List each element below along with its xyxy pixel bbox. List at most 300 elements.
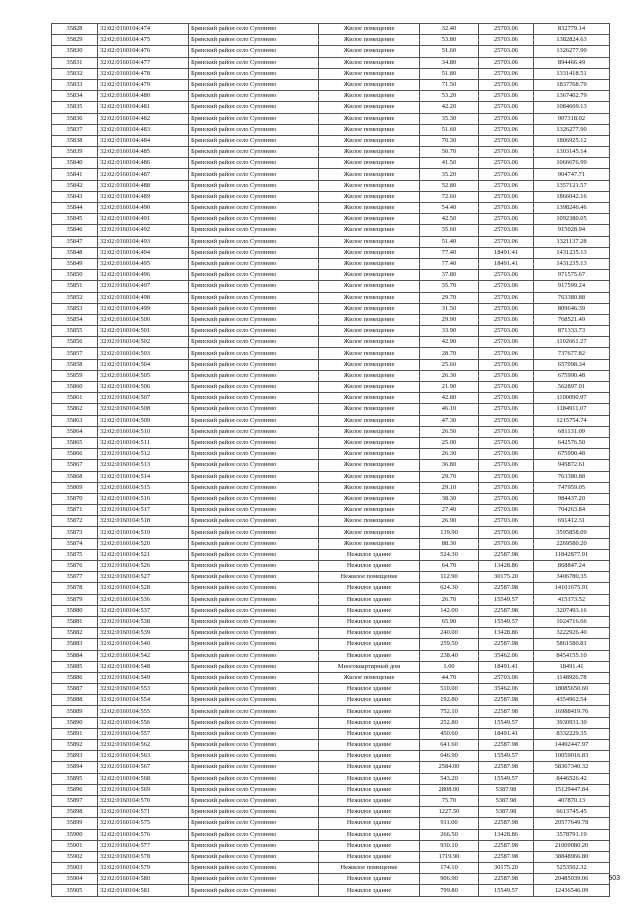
cadastral-number-cell: 32:02:0160104:579 (98, 863, 189, 874)
table-row (52, 549, 610, 560)
row-number-cell: 35857 (52, 348, 98, 359)
object-type-cell: Нежилое здание (319, 616, 420, 627)
cadastral-number-cell: 32:02:0160104:487 (98, 169, 189, 180)
specific-value-cell: 13428.86 (479, 561, 534, 572)
row-number-cell: 35853 (52, 303, 98, 314)
address-cell: Брянский район село Супонево (189, 180, 319, 191)
object-type-cell: Нежилое здание (319, 583, 420, 594)
address-cell: Брянский район село Супонево (189, 482, 319, 493)
table-row (52, 292, 610, 303)
specific-value-cell: 25703.06 (479, 24, 534, 35)
row-number-cell: 35867 (52, 460, 98, 471)
area-cell: 36.80 (420, 460, 479, 471)
table-row (52, 337, 610, 348)
cadastral-number-cell: 32:02:0160104:489 (98, 191, 189, 202)
address-cell: Брянский район село Супонево (189, 695, 319, 706)
specific-value-cell: 25703.06 (479, 158, 534, 169)
table-row (52, 169, 610, 180)
row-number-cell: 35874 (52, 538, 98, 549)
cadastral-value-cell: 1367402.79 (534, 91, 610, 102)
address-cell: Брянский район село Супонево (189, 314, 319, 325)
cadastral-number-cell: 32:02:0160104:519 (98, 527, 189, 538)
row-number-cell: 35898 (52, 807, 98, 818)
specific-value-cell: 18491.41 (479, 247, 534, 258)
address-cell: Брянский район село Супонево (189, 728, 319, 739)
area-cell: 35.30 (420, 113, 479, 124)
table-row (52, 628, 610, 639)
cadastral-number-cell: 32:02:0160104:502 (98, 337, 189, 348)
row-number-cell: 35842 (52, 180, 98, 191)
table-row (52, 728, 610, 739)
object-type-cell: Жилое помещение (319, 236, 420, 247)
cadastral-number-cell: 32:02:0160104:510 (98, 426, 189, 437)
cadastral-value-cell: 871333.73 (534, 326, 610, 337)
cadastral-number-cell: 32:02:0160104:536 (98, 594, 189, 605)
specific-value-cell: 22587.98 (479, 706, 534, 717)
address-cell: Брянский район село Супонево (189, 505, 319, 516)
area-cell: 42.20 (420, 102, 479, 113)
cadastral-number-cell: 32:02:0160104:549 (98, 672, 189, 683)
area-cell: 252.80 (420, 717, 479, 728)
table-row (52, 505, 610, 516)
address-cell: Брянский район село Супонево (189, 493, 319, 504)
address-cell: Брянский район село Супонево (189, 863, 319, 874)
area-cell: 1.00 (420, 661, 479, 672)
table-row (52, 807, 610, 818)
specific-value-cell: 22587.98 (479, 762, 534, 773)
cadastral-value-cell: 14101675.91 (534, 583, 610, 594)
address-cell: Брянский район село Супонево (189, 370, 319, 381)
cadastral-number-cell: 32:02:0160104:476 (98, 46, 189, 57)
row-number-cell: 35834 (52, 91, 98, 102)
cadastral-value-cell: 704263.84 (534, 505, 610, 516)
address-cell: Брянский район село Супонево (189, 348, 319, 359)
cadastral-number-cell: 32:02:0160104:527 (98, 572, 189, 583)
table-row (52, 180, 610, 191)
row-number-cell: 35889 (52, 706, 98, 717)
cadastral-number-cell: 32:02:0160104:517 (98, 505, 189, 516)
cadastral-number-cell: 32:02:0160104:482 (98, 113, 189, 124)
area-cell: 77.40 (420, 258, 479, 269)
area-cell: 35.70 (420, 281, 479, 292)
object-type-cell: Жилое помещение (319, 326, 420, 337)
area-cell: 641.60 (420, 740, 479, 751)
object-type-cell: Нежилое здание (319, 650, 420, 661)
area-cell: 29.70 (420, 292, 479, 303)
address-cell: Брянский район село Супонево (189, 706, 319, 717)
row-number-cell: 35902 (52, 851, 98, 862)
address-cell: Брянский район село Супонево (189, 795, 319, 806)
cadastral-number-cell: 32:02:0160104:554 (98, 695, 189, 706)
address-cell: Брянский район село Супонево (189, 247, 319, 258)
area-cell: 510.00 (420, 684, 479, 695)
address-cell: Брянский район село Супонево (189, 303, 319, 314)
address-cell: Брянский район село Супонево (189, 885, 319, 896)
table-row (52, 784, 610, 795)
cadastral-number-cell: 32:02:0160104:555 (98, 706, 189, 717)
row-number-cell: 35861 (52, 393, 98, 404)
cadastral-value-cell: 675990.48 (534, 370, 610, 381)
specific-value-cell: 22587.98 (479, 874, 534, 885)
table-row (52, 583, 610, 594)
area-cell: 29.10 (420, 482, 479, 493)
cadastral-value-cell: 1398246.46 (534, 203, 610, 214)
specific-value-cell: 25703.06 (479, 393, 534, 404)
cadastral-number-cell: 32:02:0160104:528 (98, 583, 189, 594)
row-number-cell: 35887 (52, 684, 98, 695)
object-type-cell: Жилое помещение (319, 527, 420, 538)
address-cell: Брянский район село Супонево (189, 382, 319, 393)
cadastral-value-cell: 1148926.78 (534, 672, 610, 683)
address-cell: Брянский район село Супонево (189, 807, 319, 818)
object-type-cell: Нежилое здание (319, 594, 420, 605)
object-type-cell: Нежилое здание (319, 628, 420, 639)
specific-value-cell: 25703.06 (479, 370, 534, 381)
specific-value-cell: 25703.06 (479, 203, 534, 214)
area-cell: 2584.00 (420, 762, 479, 773)
cadastral-value-cell: 832779.14 (534, 24, 610, 35)
row-number-cell: 35892 (52, 740, 98, 751)
cadastral-number-cell: 32:02:0160104:513 (98, 460, 189, 471)
row-number-cell: 35836 (52, 113, 98, 124)
cadastral-value-cell: 2269580.20 (534, 538, 610, 549)
table-row (52, 885, 610, 896)
address-cell: Брянский район село Супонево (189, 225, 319, 236)
cadastral-number-cell: 32:02:0160104:511 (98, 437, 189, 448)
specific-value-cell: 22587.98 (479, 605, 534, 616)
cadastral-value-cell: 415173.52 (534, 594, 610, 605)
object-type-cell: Нежилое здание (319, 885, 420, 896)
table-row (52, 460, 610, 471)
cadastral-value-cell: 20577649.78 (534, 818, 610, 829)
cadastral-number-cell: 32:02:0160104:494 (98, 247, 189, 258)
cadastral-number-cell: 32:02:0160104:496 (98, 270, 189, 281)
specific-value-cell: 22587.98 (479, 740, 534, 751)
cadastral-value-cell: 8454155.10 (534, 650, 610, 661)
cadastral-value-cell: 984437.20 (534, 493, 610, 504)
address-cell: Брянский район село Супонево (189, 751, 319, 762)
specific-value-cell: 25703.06 (479, 147, 534, 158)
address-cell: Брянский район село Супонево (189, 561, 319, 572)
area-cell: 450.60 (420, 728, 479, 739)
cadastral-value-cell: 1092380.05 (534, 214, 610, 225)
row-number-cell: 35880 (52, 605, 98, 616)
address-cell: Брянский район село Супонево (189, 35, 319, 46)
cadastral-value-cell: 562897.01 (534, 382, 610, 393)
cadastral-number-cell: 32:02:0160104:521 (98, 549, 189, 560)
cadastral-value-cell: 11842877.91 (534, 549, 610, 560)
cadastral-value-cell: 38848966.80 (534, 851, 610, 862)
cadastral-value-cell: 20485039.06 (534, 874, 610, 885)
row-number-cell: 35860 (52, 382, 98, 393)
table-row (52, 147, 610, 158)
cadastral-value-cell: 8446526.42 (534, 773, 610, 784)
row-number-cell: 35885 (52, 661, 98, 672)
table-row (52, 639, 610, 650)
address-cell: Брянский район село Супонево (189, 650, 319, 661)
object-type-cell: Жилое помещение (319, 169, 420, 180)
cadastral-number-cell: 32:02:0160104:562 (98, 740, 189, 751)
table-row (52, 840, 610, 851)
object-type-cell: Жилое помещение (319, 270, 420, 281)
object-type-cell: Жилое помещение (319, 124, 420, 135)
area-cell: 25.00 (420, 437, 479, 448)
cadastral-number-cell: 32:02:0160104:514 (98, 471, 189, 482)
cadastral-number-cell: 32:02:0160104:516 (98, 493, 189, 504)
row-number-cell: 35875 (52, 549, 98, 560)
object-type-cell: Жилое помещение (319, 57, 420, 68)
cadastral-number-cell: 32:02:0160104:491 (98, 214, 189, 225)
address-cell: Брянский район село Супонево (189, 818, 319, 829)
cadastral-number-cell: 32:02:0160104:500 (98, 314, 189, 325)
object-type-cell: Нежилое здание (319, 728, 420, 739)
area-cell: 54.40 (420, 203, 479, 214)
row-number-cell: 35891 (52, 728, 98, 739)
address-cell: Брянский район село Супонево (189, 605, 319, 616)
area-cell: 32.40 (420, 24, 479, 35)
object-type-cell: Жилое помещение (319, 404, 420, 415)
address-cell: Брянский район село Супонево (189, 516, 319, 527)
cadastral-value-cell: 3406780.35 (534, 572, 610, 583)
cadastral-number-cell: 32:02:0160104:570 (98, 795, 189, 806)
address-cell: Брянский район село Супонево (189, 773, 319, 784)
cadastral-number-cell: 32:02:0160104:526 (98, 561, 189, 572)
area-cell: 1227.50 (420, 807, 479, 818)
cadastral-value-cell: 809646.39 (534, 303, 610, 314)
row-number-cell: 35888 (52, 695, 98, 706)
address-cell: Брянский район село Супонево (189, 616, 319, 627)
row-number-cell: 35844 (52, 203, 98, 214)
address-cell: Брянский район село Супонево (189, 270, 319, 281)
table-body (52, 24, 610, 897)
cadastral-number-cell: 32:02:0160104:581 (98, 885, 189, 896)
object-type-cell: Жилое помещение (319, 493, 420, 504)
address-cell: Брянский район село Супонево (189, 672, 319, 683)
cadastral-value-cell: 945872.61 (534, 460, 610, 471)
row-number-cell: 35845 (52, 214, 98, 225)
cadastral-number-cell: 32:02:0160104:490 (98, 203, 189, 214)
specific-value-cell: 30175.20 (479, 572, 534, 583)
specific-value-cell: 25703.06 (479, 57, 534, 68)
cadastral-value-cell: 691412.31 (534, 516, 610, 527)
object-type-cell: Жилое помещение (319, 135, 420, 146)
specific-value-cell: 18491.41 (479, 728, 534, 739)
cadastral-value-cell: 1431235.13 (534, 258, 610, 269)
object-type-cell: Нежилое здание (319, 840, 420, 851)
row-number-cell: 35884 (52, 650, 98, 661)
table-row (52, 449, 610, 460)
address-cell: Брянский район село Супонево (189, 124, 319, 135)
area-cell: 26.70 (420, 594, 479, 605)
table-row (52, 717, 610, 728)
address-cell: Брянский район село Супонево (189, 393, 319, 404)
cadastral-value-cell: 1331418.51 (534, 68, 610, 79)
specific-value-cell: 25703.06 (479, 415, 534, 426)
row-number-cell: 35828 (52, 24, 98, 35)
cadastral-value-cell: 12436546.09 (534, 885, 610, 896)
address-cell: Брянский район село Супонево (189, 326, 319, 337)
cadastral-value-cell: 1215754.74 (534, 415, 610, 426)
area-cell: 25.60 (420, 359, 479, 370)
specific-value-cell: 35462.06 (479, 650, 534, 661)
object-type-cell: Нежилое здание (319, 706, 420, 717)
table-row (52, 762, 610, 773)
table-row (52, 247, 610, 258)
specific-value-cell: 22587.98 (479, 639, 534, 650)
specific-value-cell: 15549.57 (479, 885, 534, 896)
area-cell: 71.50 (420, 79, 479, 90)
cadastral-value-cell: 681131.09 (534, 426, 610, 437)
table-row (52, 57, 610, 68)
row-number-cell: 35833 (52, 79, 98, 90)
specific-value-cell: 25703.06 (479, 471, 534, 482)
specific-value-cell: 25703.06 (479, 527, 534, 538)
object-type-cell: Нежилое здание (319, 605, 420, 616)
cadastral-value-cell: 1806925.12 (534, 135, 610, 146)
address-cell: Брянский район село Супонево (189, 135, 319, 146)
object-type-cell: Жилое помещение (319, 516, 420, 527)
cadastral-number-cell: 32:02:0160104:508 (98, 404, 189, 415)
address-cell: Брянский район село Супонево (189, 527, 319, 538)
address-cell: Брянский район село Супонево (189, 851, 319, 862)
cadastral-number-cell: 32:02:0160104:567 (98, 762, 189, 773)
table-row (52, 113, 610, 124)
object-type-cell: Жилое помещение (319, 113, 420, 124)
area-cell: 77.40 (420, 247, 479, 258)
address-cell: Брянский район село Супонево (189, 147, 319, 158)
row-number-cell: 35883 (52, 639, 98, 650)
cadastral-value-cell: 1321137.28 (534, 236, 610, 247)
cadastral-value-cell: 971575.67 (534, 270, 610, 281)
cadastral-value-cell: 15129447.84 (534, 784, 610, 795)
specific-value-cell: 25703.06 (479, 102, 534, 113)
table-row (52, 68, 610, 79)
specific-value-cell: 25703.06 (479, 225, 534, 236)
cadastral-value-cell: 1184911.07 (534, 404, 610, 415)
address-cell: Брянский район село Супонево (189, 236, 319, 247)
row-number-cell: 35859 (52, 370, 98, 381)
row-number-cell: 35835 (52, 102, 98, 113)
cadastral-value-cell: 3595858.09 (534, 527, 610, 538)
cadastral-number-cell: 32:02:0160104:486 (98, 158, 189, 169)
cadastral-number-cell: 32:02:0160104:569 (98, 784, 189, 795)
cadastral-number-cell: 32:02:0160104:509 (98, 415, 189, 426)
cadastral-value-cell: 10059016.83 (534, 751, 610, 762)
cadastral-value-cell: 5253502.32 (534, 863, 610, 874)
area-cell: 42.80 (420, 393, 479, 404)
specific-value-cell: 22587.98 (479, 583, 534, 594)
table-row (52, 740, 610, 751)
row-number-cell: 35877 (52, 572, 98, 583)
table-row (52, 191, 610, 202)
table-row (52, 561, 610, 572)
area-cell: 51.80 (420, 68, 479, 79)
row-number-cell: 35851 (52, 281, 98, 292)
table-row (52, 672, 610, 683)
address-cell: Брянский район село Супонево (189, 449, 319, 460)
specific-value-cell: 25703.06 (479, 270, 534, 281)
object-type-cell: Жилое помещение (319, 348, 420, 359)
specific-value-cell: 22587.98 (479, 840, 534, 851)
row-number-cell: 35871 (52, 505, 98, 516)
row-number-cell: 35882 (52, 628, 98, 639)
area-cell: 37.80 (420, 270, 479, 281)
specific-value-cell: 25703.06 (479, 46, 534, 57)
object-type-cell: Жилое помещение (319, 158, 420, 169)
specific-value-cell: 25703.06 (479, 348, 534, 359)
address-cell: Брянский район село Супонево (189, 874, 319, 885)
specific-value-cell: 25703.06 (479, 169, 534, 180)
table-row (52, 359, 610, 370)
row-number-cell: 35899 (52, 818, 98, 829)
address-cell: Брянский район село Супонево (189, 24, 319, 35)
specific-value-cell: 22587.98 (479, 818, 534, 829)
specific-value-cell: 25703.06 (479, 68, 534, 79)
cadastral-value-cell: 904747.71 (534, 169, 610, 180)
object-type-cell: Жилое помещение (319, 482, 420, 493)
area-cell: 51.60 (420, 46, 479, 57)
area-cell: 38.30 (420, 493, 479, 504)
cadastral-number-cell: 32:02:0160104:548 (98, 661, 189, 672)
area-cell: 543.20 (420, 773, 479, 784)
cadastral-number-cell: 32:02:0160104:515 (98, 482, 189, 493)
area-cell: 42.50 (420, 214, 479, 225)
row-number-cell: 35854 (52, 314, 98, 325)
object-type-cell: Жилое помещение (319, 672, 420, 683)
table-row (52, 751, 610, 762)
specific-value-cell: 25703.06 (479, 505, 534, 516)
cadastral-number-cell: 32:02:0160104:503 (98, 348, 189, 359)
address-cell: Брянский район село Супонево (189, 281, 319, 292)
table-row (52, 695, 610, 706)
address-cell: Брянский район село Супонево (189, 784, 319, 795)
area-cell: 911.00 (420, 818, 479, 829)
specific-value-cell: 18491.41 (479, 661, 534, 672)
area-cell: 930.10 (420, 840, 479, 851)
object-type-cell: Нежилое здание (319, 807, 420, 818)
area-cell: 65.90 (420, 616, 479, 627)
table-row (52, 303, 610, 314)
cadastral-value-cell: 1382824.63 (534, 35, 610, 46)
table-row (52, 326, 610, 337)
row-number-cell: 35869 (52, 482, 98, 493)
area-cell: 906.90 (420, 874, 479, 885)
address-cell: Брянский район село Супонево (189, 258, 319, 269)
row-number-cell: 35841 (52, 169, 98, 180)
area-cell: 192.80 (420, 695, 479, 706)
row-number-cell: 35900 (52, 829, 98, 840)
address-cell: Брянский район село Супонево (189, 471, 319, 482)
cadastral-number-cell: 32:02:0160104:540 (98, 639, 189, 650)
address-cell: Брянский район село Супонево (189, 628, 319, 639)
specific-value-cell: 25703.06 (479, 460, 534, 471)
area-cell: 50.70 (420, 147, 479, 158)
object-type-cell: Жилое помещение (319, 370, 420, 381)
table-row (52, 382, 610, 393)
address-cell: Брянский район село Супонево (189, 68, 319, 79)
area-cell: 21.90 (420, 382, 479, 393)
table-row (52, 706, 610, 717)
cadastral-value-cell: 747959.05 (534, 482, 610, 493)
area-cell: 88.30 (420, 538, 479, 549)
object-type-cell: Жилое помещение (319, 538, 420, 549)
area-cell: 26.30 (420, 449, 479, 460)
address-cell: Брянский район село Супонево (189, 549, 319, 560)
table-row (52, 661, 610, 672)
object-type-cell: Жилое помещение (319, 102, 420, 113)
cadastral-value-cell: 407870.13 (534, 795, 610, 806)
object-type-cell: Жилое помещение (319, 258, 420, 269)
